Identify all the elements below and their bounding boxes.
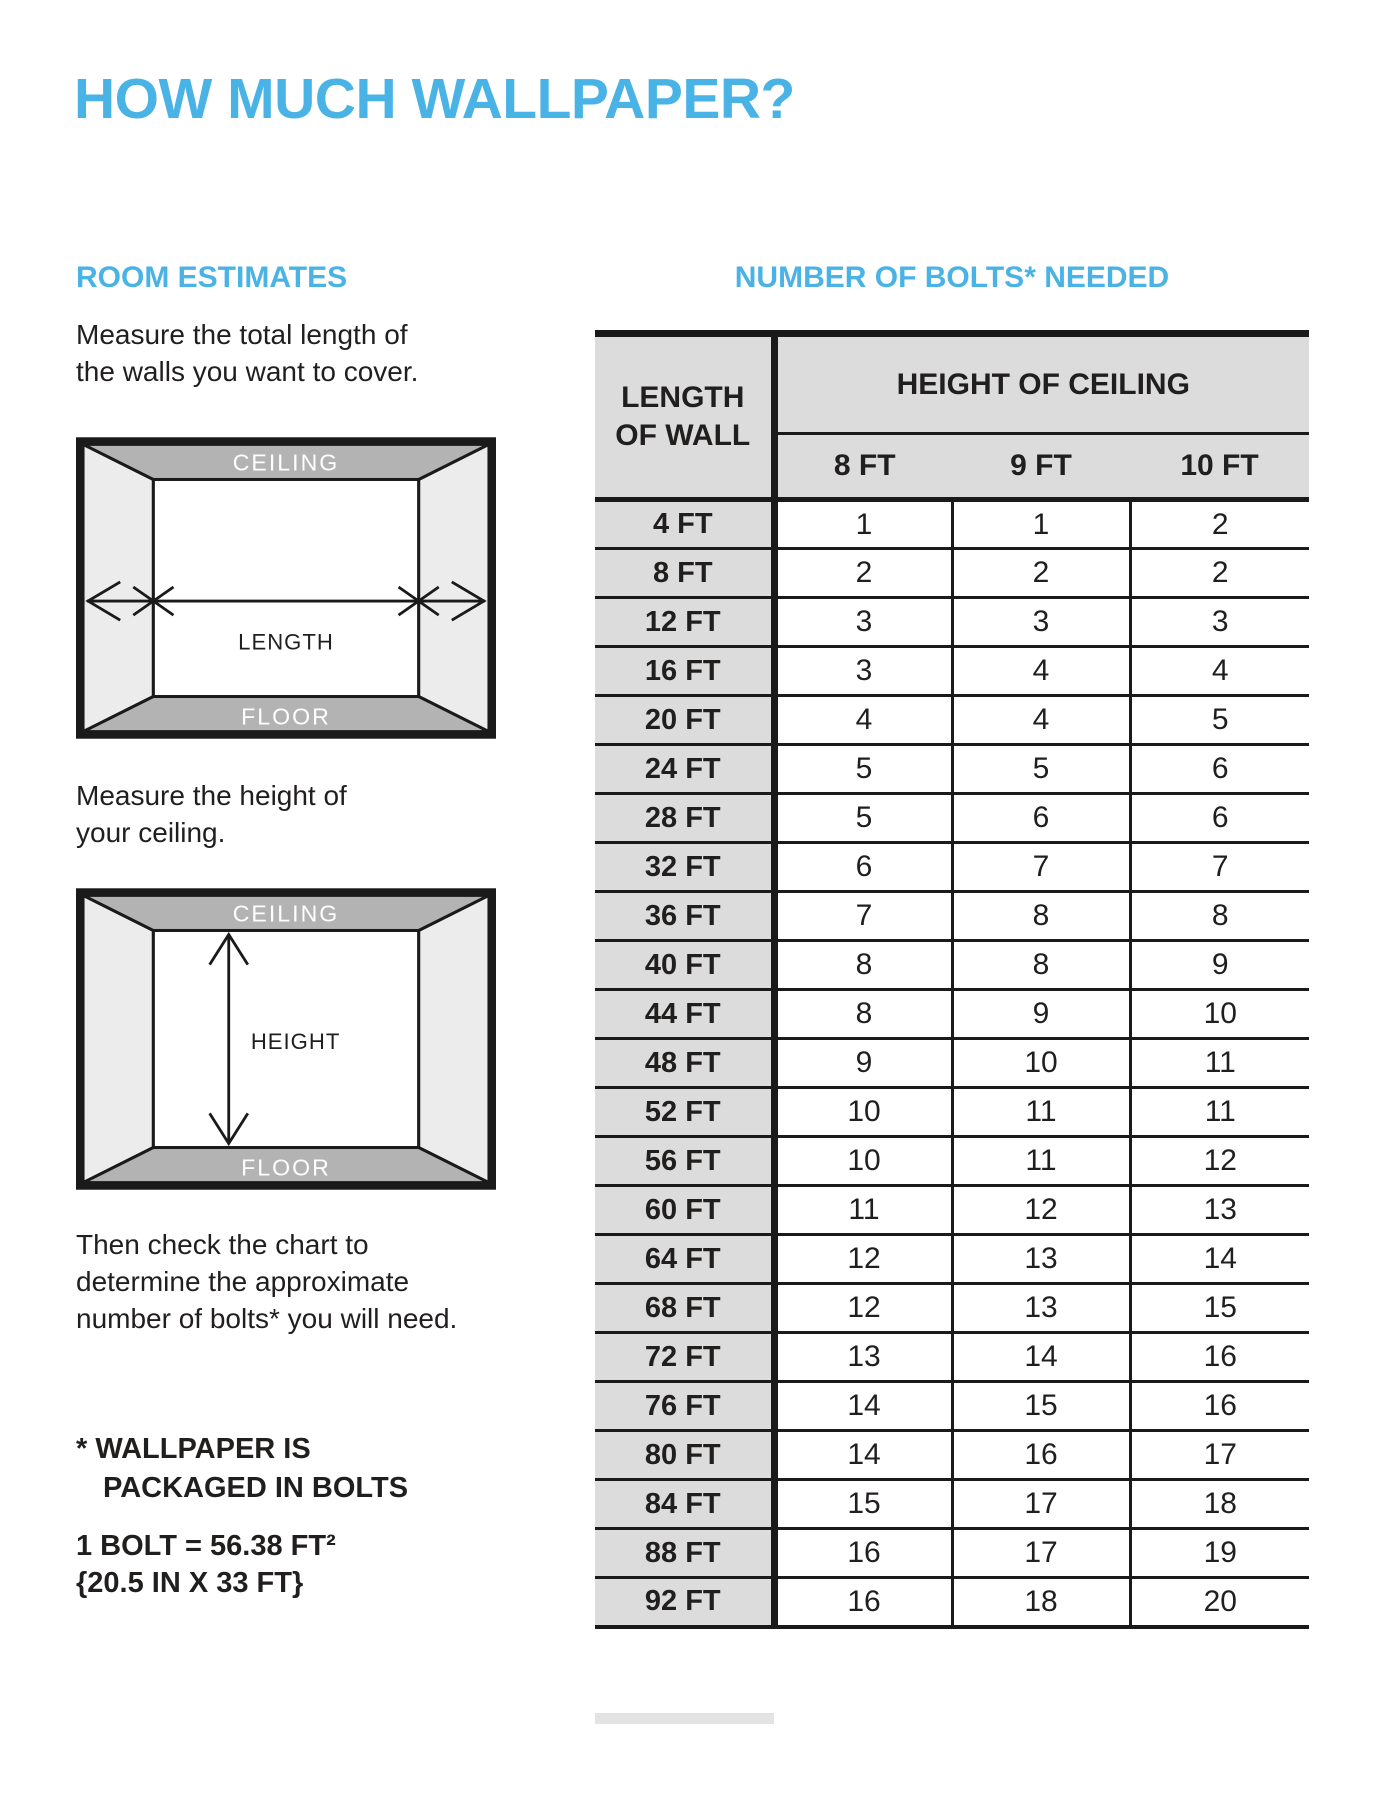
bolt-count-cell: 8 bbox=[774, 941, 952, 990]
wall-length-cell: 36 FT bbox=[595, 892, 774, 941]
table-row bbox=[595, 745, 1309, 794]
table-row bbox=[595, 549, 1309, 598]
page-title: HOW MUCH WALLPAPER? bbox=[74, 67, 795, 131]
bolt-count-cell: 2 bbox=[774, 549, 952, 598]
bolt-count-cell: 16 bbox=[774, 1529, 952, 1578]
bolt-count-cell: 6 bbox=[952, 794, 1130, 843]
bolt-count-cell: 7 bbox=[952, 843, 1130, 892]
wall-length-cell: 80 FT bbox=[595, 1431, 774, 1480]
bolt-count-cell: 2 bbox=[952, 549, 1130, 598]
wall-length-cell: 68 FT bbox=[595, 1284, 774, 1333]
col-header-9ft: 9 FT bbox=[952, 434, 1130, 500]
bolt-count-cell: 12 bbox=[952, 1186, 1130, 1235]
step2-line1: Measure the height of bbox=[76, 780, 347, 811]
step2-line2: your ceiling. bbox=[76, 817, 226, 848]
step3-line2: determine the approximate bbox=[76, 1266, 410, 1297]
floor-label: FLOOR bbox=[241, 1154, 331, 1181]
bolt-count-cell: 17 bbox=[1130, 1431, 1309, 1480]
left-wall bbox=[83, 895, 153, 1182]
bolt-count-cell: 16 bbox=[952, 1431, 1130, 1480]
bolt-count-cell: 14 bbox=[952, 1333, 1130, 1382]
bolts-table bbox=[595, 330, 1309, 1629]
bolt-count-cell: 6 bbox=[774, 843, 952, 892]
table-row bbox=[595, 1333, 1309, 1382]
bolt-count-cell: 6 bbox=[1130, 794, 1309, 843]
bolt-count-cell: 11 bbox=[952, 1088, 1130, 1137]
bolt-count-cell: 4 bbox=[952, 696, 1130, 745]
wall-length-cell: 64 FT bbox=[595, 1235, 774, 1284]
bolt-count-cell: 5 bbox=[774, 794, 952, 843]
step1-line1: Measure the total length of bbox=[76, 319, 408, 350]
bolt-count-cell: 14 bbox=[774, 1431, 952, 1480]
wall-length-cell: 32 FT bbox=[595, 843, 774, 892]
table-row bbox=[595, 1235, 1309, 1284]
ceiling-label: CEILING bbox=[232, 900, 340, 927]
left-wall bbox=[83, 444, 153, 731]
table-row bbox=[595, 1529, 1309, 1578]
col-header-length-of-wall bbox=[595, 334, 774, 500]
length-of-wall-line2: OF WALL bbox=[615, 419, 751, 452]
bolt-count-cell: 11 bbox=[1130, 1039, 1309, 1088]
table-row bbox=[595, 696, 1309, 745]
length-diagram bbox=[76, 437, 496, 739]
bolt-count-cell: 16 bbox=[774, 1578, 952, 1627]
wall-length-cell: 20 FT bbox=[595, 696, 774, 745]
bolt-count-cell: 2 bbox=[1130, 500, 1309, 549]
bolt-count-cell: 13 bbox=[1130, 1186, 1309, 1235]
bolt-count-cell: 11 bbox=[1130, 1088, 1309, 1137]
bolts-table-body bbox=[595, 500, 1309, 1627]
wall-length-cell: 52 FT bbox=[595, 1088, 774, 1137]
bolt-count-cell: 13 bbox=[774, 1333, 952, 1382]
bolt-count-cell: 1 bbox=[952, 500, 1130, 549]
bolt-count-cell: 3 bbox=[952, 598, 1130, 647]
wall-length-cell: 56 FT bbox=[595, 1137, 774, 1186]
bolt-count-cell: 5 bbox=[1130, 696, 1309, 745]
bolt-count-cell: 8 bbox=[952, 941, 1130, 990]
bolt-count-cell: 3 bbox=[1130, 598, 1309, 647]
bolt-count-cell: 3 bbox=[774, 647, 952, 696]
bolts-needed-heading: NUMBER OF BOLTS* NEEDED bbox=[734, 261, 1170, 294]
bolt-count-cell: 6 bbox=[1130, 745, 1309, 794]
bolt-count-cell: 5 bbox=[774, 745, 952, 794]
right-wall bbox=[419, 444, 489, 731]
bolt-count-cell: 13 bbox=[952, 1284, 1130, 1333]
bolt-count-cell: 10 bbox=[952, 1039, 1130, 1088]
bolt-count-cell: 9 bbox=[774, 1039, 952, 1088]
table-row bbox=[595, 500, 1309, 549]
bolt-equation-line2: {20.5 IN X 33 FT} bbox=[76, 1567, 304, 1599]
bolt-count-cell: 4 bbox=[1130, 647, 1309, 696]
step2-text bbox=[76, 777, 347, 851]
wall-length-cell: 16 FT bbox=[595, 647, 774, 696]
bolt-count-cell: 11 bbox=[952, 1137, 1130, 1186]
table-row bbox=[595, 1137, 1309, 1186]
bolts-footnote bbox=[76, 1430, 408, 1508]
table-row bbox=[595, 941, 1309, 990]
bolt-count-cell: 4 bbox=[774, 696, 952, 745]
table-row bbox=[595, 1088, 1309, 1137]
wall-length-cell: 44 FT bbox=[595, 990, 774, 1039]
bolts-table-container bbox=[595, 330, 1309, 1629]
table-row bbox=[595, 843, 1309, 892]
bolt-count-cell: 14 bbox=[1130, 1235, 1309, 1284]
wall-length-cell: 60 FT bbox=[595, 1186, 774, 1235]
table-row bbox=[595, 1578, 1309, 1627]
table-footer-tab bbox=[595, 1713, 774, 1724]
length-dimension-label: LENGTH bbox=[238, 629, 334, 655]
bolt-count-cell: 18 bbox=[1130, 1480, 1309, 1529]
step3-line3: number of bolts* you will need. bbox=[76, 1303, 458, 1334]
bolt-count-cell: 12 bbox=[1130, 1137, 1309, 1186]
bolt-count-cell: 13 bbox=[952, 1235, 1130, 1284]
wall-length-cell: 24 FT bbox=[595, 745, 774, 794]
bolt-count-cell: 12 bbox=[774, 1284, 952, 1333]
col-header-8ft: 8 FT bbox=[774, 434, 952, 500]
table-row bbox=[595, 1039, 1309, 1088]
wall-length-cell: 28 FT bbox=[595, 794, 774, 843]
bolt-count-cell: 8 bbox=[952, 892, 1130, 941]
footnote-line2: PACKAGED IN BOLTS bbox=[103, 1472, 409, 1504]
bolt-count-cell: 20 bbox=[1130, 1578, 1309, 1627]
bolt-count-cell: 10 bbox=[774, 1088, 952, 1137]
height-dimension-label: HEIGHT bbox=[250, 1029, 341, 1055]
step1-line2: the walls you want to cover. bbox=[76, 356, 419, 387]
bolt-count-cell: 3 bbox=[774, 598, 952, 647]
step3-text bbox=[76, 1226, 457, 1337]
table-row bbox=[595, 892, 1309, 941]
bolt-count-cell: 19 bbox=[1130, 1529, 1309, 1578]
bolt-count-cell: 10 bbox=[774, 1137, 952, 1186]
room-length-illustration bbox=[76, 437, 496, 739]
back-wall bbox=[153, 479, 418, 696]
bolt-equation bbox=[76, 1528, 336, 1602]
room-estimates-heading: ROOM ESTIMATES bbox=[76, 261, 348, 294]
wall-length-cell: 76 FT bbox=[595, 1382, 774, 1431]
step3-line1: Then check the chart to bbox=[76, 1229, 369, 1260]
bolt-count-cell: 12 bbox=[774, 1235, 952, 1284]
bolt-count-cell: 8 bbox=[774, 990, 952, 1039]
footnote-line1: * WALLPAPER IS bbox=[76, 1433, 311, 1465]
bolt-count-cell: 17 bbox=[952, 1480, 1130, 1529]
height-diagram bbox=[76, 888, 496, 1190]
bolt-count-cell: 17 bbox=[952, 1529, 1130, 1578]
table-row bbox=[595, 794, 1309, 843]
bolt-count-cell: 9 bbox=[952, 990, 1130, 1039]
table-row bbox=[595, 598, 1309, 647]
bolt-count-cell: 7 bbox=[1130, 843, 1309, 892]
bolt-count-cell: 15 bbox=[1130, 1284, 1309, 1333]
bolt-count-cell: 14 bbox=[774, 1382, 952, 1431]
right-wall bbox=[419, 895, 489, 1182]
ceiling-label: CEILING bbox=[232, 449, 340, 476]
wall-length-cell: 12 FT bbox=[595, 598, 774, 647]
wall-length-cell: 72 FT bbox=[595, 1333, 774, 1382]
bolt-count-cell: 8 bbox=[1130, 892, 1309, 941]
col-header-10ft: 10 FT bbox=[1130, 434, 1309, 500]
table-row bbox=[595, 1431, 1309, 1480]
table-row bbox=[595, 1284, 1309, 1333]
room-height-illustration bbox=[76, 888, 496, 1190]
table-row bbox=[595, 990, 1309, 1039]
bolt-count-cell: 4 bbox=[952, 647, 1130, 696]
bolt-count-cell: 10 bbox=[1130, 990, 1309, 1039]
wall-length-cell: 4 FT bbox=[595, 500, 774, 549]
bolt-count-cell: 7 bbox=[774, 892, 952, 941]
bolt-count-cell: 18 bbox=[952, 1578, 1130, 1627]
wall-length-cell: 84 FT bbox=[595, 1480, 774, 1529]
bolt-count-cell: 15 bbox=[774, 1480, 952, 1529]
wall-length-cell: 8 FT bbox=[595, 549, 774, 598]
bolt-count-cell: 16 bbox=[1130, 1382, 1309, 1431]
bolt-count-cell: 5 bbox=[952, 745, 1130, 794]
bolt-count-cell: 15 bbox=[952, 1382, 1130, 1431]
bolt-count-cell: 9 bbox=[1130, 941, 1309, 990]
table-row bbox=[595, 1382, 1309, 1431]
col-group-header-height-of-ceiling: HEIGHT OF CEILING bbox=[774, 334, 1309, 434]
table-row bbox=[595, 647, 1309, 696]
table-row bbox=[595, 1186, 1309, 1235]
bolt-count-cell: 16 bbox=[1130, 1333, 1309, 1382]
bolt-count-cell: 11 bbox=[774, 1186, 952, 1235]
step1-text bbox=[76, 316, 418, 390]
wall-length-cell: 88 FT bbox=[595, 1529, 774, 1578]
wall-length-cell: 40 FT bbox=[595, 941, 774, 990]
length-of-wall-line1: LENGTH bbox=[621, 381, 745, 414]
wall-length-cell: 92 FT bbox=[595, 1578, 774, 1627]
table-row bbox=[595, 1480, 1309, 1529]
bolt-count-cell: 2 bbox=[1130, 549, 1309, 598]
bolt-count-cell: 1 bbox=[774, 500, 952, 549]
bolt-equation-line1: 1 BOLT = 56.38 FT² bbox=[76, 1530, 336, 1562]
wall-length-cell: 48 FT bbox=[595, 1039, 774, 1088]
floor-label: FLOOR bbox=[241, 703, 331, 730]
